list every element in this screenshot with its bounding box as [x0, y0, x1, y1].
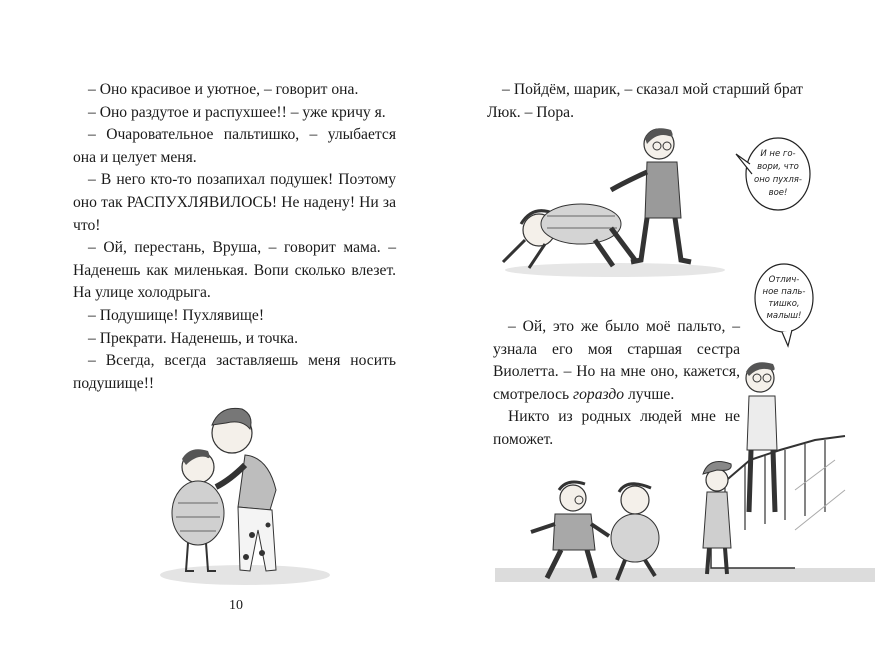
- right-page: [440, 0, 880, 668]
- paragraph: – Пойдём, шарик, – сказал мой старший брат Люк. – Пора.: [487, 81, 803, 121]
- paragraph: – Оно раздутое и распухшее!! – уже кричу я.: [88, 103, 386, 121]
- left-page-text: [73, 79, 396, 395]
- speech-bubble-1: [744, 134, 812, 214]
- page-number: 10: [229, 598, 243, 613]
- paragraph: – Подушище! Пухлявище!: [88, 306, 265, 324]
- illustration-family-street: [495, 340, 875, 610]
- paragraph: – Ой, перестань, Вруша, – говорит мама. – Наденешь как миленькая. Вопи сколько влезет. На улице холодрыга.: [73, 239, 396, 302]
- paragraph-text: лучше.: [627, 385, 675, 403]
- bubble-2-line: тишко,: [768, 299, 800, 309]
- illustration-brother-dragging-girl: [485, 120, 730, 280]
- paragraph-text: – Ой, это же было моё пальто, – узнала его моя старшая сестра Виолетта. – Но на мне оно, кажется, смотрелось: [493, 318, 740, 403]
- right-page-text-top: [487, 79, 803, 124]
- bubble-2-line: ное паль-: [762, 287, 806, 297]
- bubble-1-line: оно пухля-: [754, 175, 802, 185]
- paragraph: – Прекрати. Наденешь, и точка.: [88, 329, 298, 347]
- bubble-1-line: И не го-: [760, 149, 796, 159]
- paragraph: – В него кто-то позапихал подушек! Поэтому оно так РАСПУХЛЯВИЛОСЬ! Не надену! Ни за что!: [73, 171, 396, 234]
- bubble-1-line: вое!: [768, 188, 788, 198]
- paragraph: Никто из родных людей мне не поможет.: [493, 408, 740, 448]
- paragraph: – Оно красивое и уютное, – говорит она.: [88, 81, 359, 98]
- paragraph: – Всегда, всегда заставляешь меня носить подушище!!: [73, 352, 396, 392]
- illustration-mother-and-girl: [150, 395, 330, 590]
- bubble-1-line: вори, что: [757, 162, 799, 172]
- bubble-2-line: малыш!: [766, 311, 802, 321]
- emphasis-word: гораздо: [573, 385, 625, 403]
- paragraph: – Очаровательное пальтишко, – улыбается она и целует меня.: [73, 126, 396, 166]
- bubble-2-line: Отлич-: [768, 275, 800, 285]
- speech-bubble-2: [754, 262, 814, 338]
